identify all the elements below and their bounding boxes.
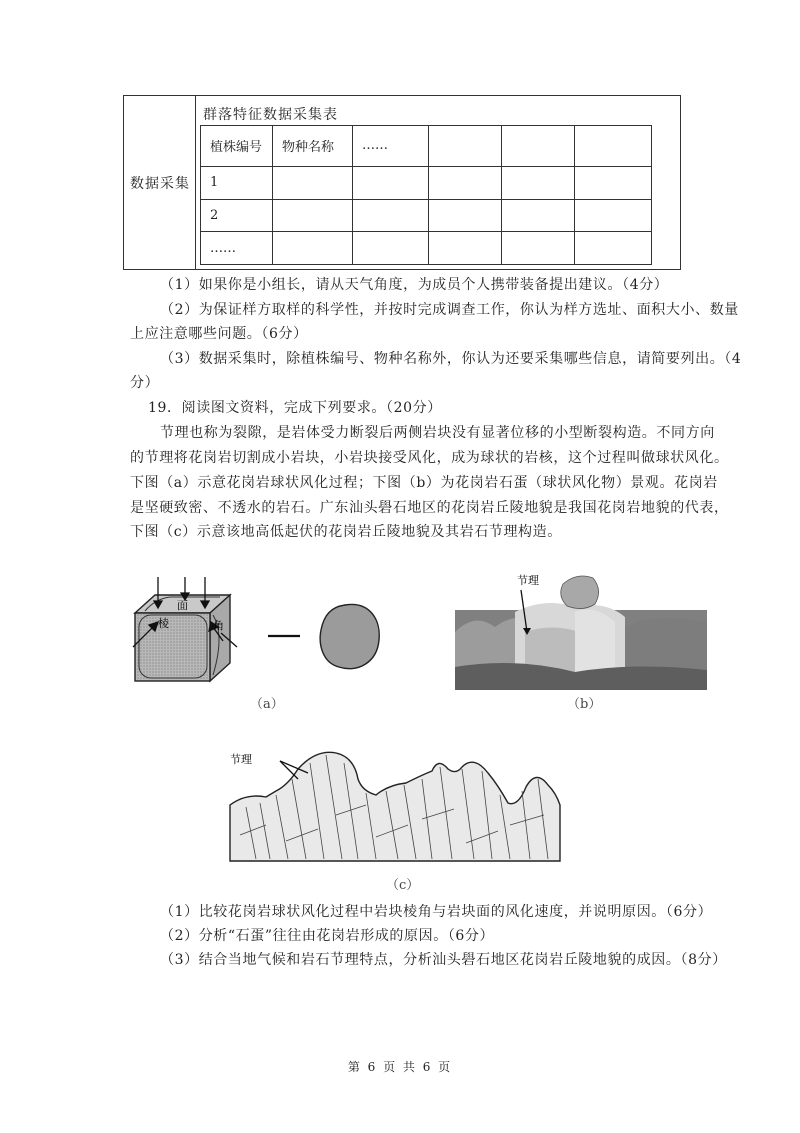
caption-a: （a） bbox=[250, 697, 284, 712]
page-footer: 第 6 页 共 6 页 bbox=[347, 1060, 453, 1074]
caption-b: （b） bbox=[567, 697, 602, 712]
spheroidal-rock-shape bbox=[320, 604, 379, 668]
label-joint-b: 节理 bbox=[517, 574, 539, 587]
q19-part3: （3）结合当地气候和岩石节理特点，分析汕头礐石地区花岗岩丘陵地貌的成因。（8分） bbox=[160, 952, 727, 968]
table-row bbox=[201, 232, 652, 265]
frame-divider bbox=[195, 95, 196, 270]
table-header-cell bbox=[502, 126, 575, 167]
figure-c-landform-section bbox=[226, 745, 564, 863]
q19-part1: （1）比较花岗岩球状风化过程中岩块棱角与岩块面的风化速度，并说明原因。（6分） bbox=[160, 904, 713, 920]
label-face: 面 bbox=[177, 599, 188, 612]
table-cell: 2 bbox=[201, 199, 273, 232]
q18-part3-cont: 分） bbox=[130, 375, 160, 391]
label-joint-c: 节理 bbox=[230, 753, 252, 766]
table-header-cell bbox=[429, 126, 502, 167]
q18-part1: （1）如果你是小组长，请从天气角度，为成员个人携带装备提出建议。（4分） bbox=[160, 277, 669, 293]
table-header-cell: …… bbox=[353, 126, 429, 167]
q19-header: 19．阅读图文资料，完成下列要求。（20分） bbox=[148, 400, 442, 416]
table-cell: …… bbox=[201, 232, 273, 265]
table-row bbox=[201, 166, 652, 199]
q18-part2-cont: 上应注意哪些问题。（6分） bbox=[130, 326, 308, 342]
table-cell: 1 bbox=[201, 166, 273, 199]
table-header-cell: 物种名称 bbox=[273, 126, 353, 167]
row-label: 数据采集 bbox=[130, 176, 190, 192]
boulder-shape bbox=[561, 576, 599, 609]
table-title: 群落特征数据采集表 bbox=[203, 107, 338, 123]
q19-passage-line: 的节理将花岗岩切割成小岩块，小岩块接受风化，成为球状的岩核，这个过程叫做球状风化。 bbox=[130, 450, 729, 466]
q19-part2: （2）分析“石蛋”往往由花岗岩形成的原因。（6分） bbox=[160, 928, 495, 944]
q19-passage-line: 是坚硬致密、不透水的岩石。广东汕头礐石地区的花岗岩丘陵地貌是我国花岗岩地貌的代表， bbox=[130, 500, 729, 516]
table-header-cell bbox=[575, 126, 652, 167]
label-edge: 棱 bbox=[158, 617, 169, 630]
figure-a-weathering-diagram bbox=[125, 575, 395, 690]
figure-b-photo bbox=[455, 572, 707, 690]
community-data-table bbox=[200, 125, 652, 265]
q18-part2: （2）为保证样方取样的科学性，并按时完成调查工作，你认为样方选址、面积大小、数量 bbox=[160, 302, 739, 318]
q19-passage-line: 节理也称为裂隙，是岩体受力断裂后两侧岩块没有显著位移的小型断裂构造。不同方向 bbox=[160, 425, 715, 441]
table-row bbox=[201, 199, 652, 232]
q18-part3: （3）数据采集时，除植株编号、物种名称外，你认为还要采集哪些信息，请简要列出。（4 bbox=[160, 351, 742, 367]
hill-profile bbox=[230, 752, 560, 861]
q19-passage-line: 下图（c）示意该地高低起伏的花岗岩丘陵地貌及其岩石节理构造。 bbox=[130, 524, 562, 540]
label-corner: 角 bbox=[213, 619, 224, 632]
table-header-row bbox=[201, 126, 652, 167]
caption-c: （c） bbox=[386, 878, 420, 893]
q19-passage-line: 下图（a）示意花岗岩球状风化过程；下图（b）为花岗岩石蛋（球状风化物）景观。花岗岩 bbox=[130, 475, 718, 491]
table-header-cell: 植株编号 bbox=[201, 126, 273, 167]
